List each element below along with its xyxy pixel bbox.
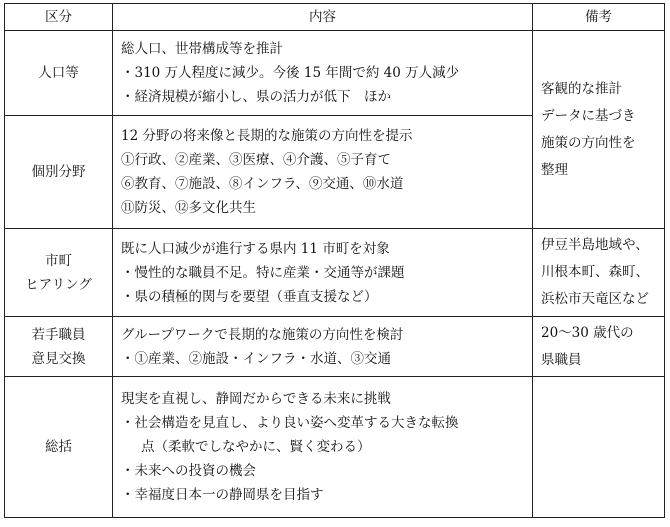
category-label: 人口等 (38, 65, 79, 81)
note-line: 整理 (541, 161, 568, 178)
content-line: ・310 万人程度に減少。今後 15 年間で約 40 万人減少 (121, 65, 460, 81)
category-cell (5, 229, 113, 317)
content-line: 点（柔軟でしなやかに、賢く変わる） (141, 439, 371, 455)
content-line: ・幸福度日本一の静岡県を目指す (121, 487, 324, 503)
content-cell (113, 377, 533, 518)
table-row (5, 377, 665, 518)
content-line: 12 分野の将来像と長期的な施策の方向性を提示 (121, 128, 413, 144)
header-content: 内容 (113, 4, 533, 31)
content-line: 総人口、世帯構成等を推計 (121, 41, 283, 57)
note-cell (533, 377, 665, 518)
note-cell (533, 317, 665, 377)
note-line: 施策の方向性を (541, 134, 636, 151)
content-line: ⑥教育、⑦施設、⑧インフラ、⑨交通、⑩水道 (121, 176, 404, 192)
note-cell (533, 229, 665, 317)
note-cell (533, 31, 665, 229)
note-line: 客観的な推計 (541, 80, 622, 97)
content-line: 既に人口減少が進行する県内 11 市町を対象 (121, 240, 390, 257)
content-line: ・経済規模が縮小し、県の活力が低下 ほか (121, 89, 391, 105)
category-cell (5, 317, 113, 377)
content-cell (113, 317, 533, 377)
summary-table (4, 3, 665, 518)
table-header-row (5, 4, 665, 31)
note-line: 県職員 (541, 351, 582, 368)
note-line: 20～30 歳代の (541, 324, 634, 341)
content-cell (113, 31, 533, 116)
content-cell (113, 229, 533, 317)
note-line: 浜松市天竜区など (541, 291, 649, 307)
content-line: ・未来への投資の機会 (121, 463, 256, 479)
content-cell (113, 116, 533, 229)
category-label: 若手職員 (31, 326, 86, 343)
content-line: ・県の積極的関与を要望（垂直支援など） (121, 288, 378, 305)
content-line: ⑪防災、⑫多文化共生 (121, 200, 256, 216)
content-line: ①行政、②産業、③医療、④介護、⑤子育て (121, 152, 391, 168)
content-line: ・①産業、②施設・インフラ・水道、③交通 (121, 350, 391, 367)
category-cell (5, 31, 113, 116)
category-label: ヒアリング (25, 276, 92, 293)
table-row (5, 31, 665, 116)
content-line: グループワークで長期的な施策の方向性を検討 (121, 326, 404, 343)
table-row (5, 229, 665, 317)
note-line: 伊豆半島地域や、 (541, 237, 649, 253)
category-label: 市町 (45, 252, 72, 269)
content-line: ・社会構造を見直し、より良い姿へ変革する大きな転換 (121, 415, 459, 431)
category-cell (5, 116, 113, 229)
category-cell (5, 377, 113, 518)
table-row (5, 317, 665, 377)
content-line: ・慢性的な職員不足。特に産業・交通等が課題 (121, 264, 405, 281)
content-line: 現実を直視し、静岡だからできる未来に挑戦 (121, 391, 391, 407)
header-category: 区分 (5, 4, 113, 31)
category-label: 個別分野 (31, 164, 86, 180)
category-label: 総括 (45, 439, 72, 455)
note-line: 川根本町、森町、 (541, 264, 649, 280)
note-line: データに基づき (541, 107, 636, 124)
header-note: 備考 (533, 4, 665, 31)
category-label: 意見交換 (31, 350, 86, 367)
